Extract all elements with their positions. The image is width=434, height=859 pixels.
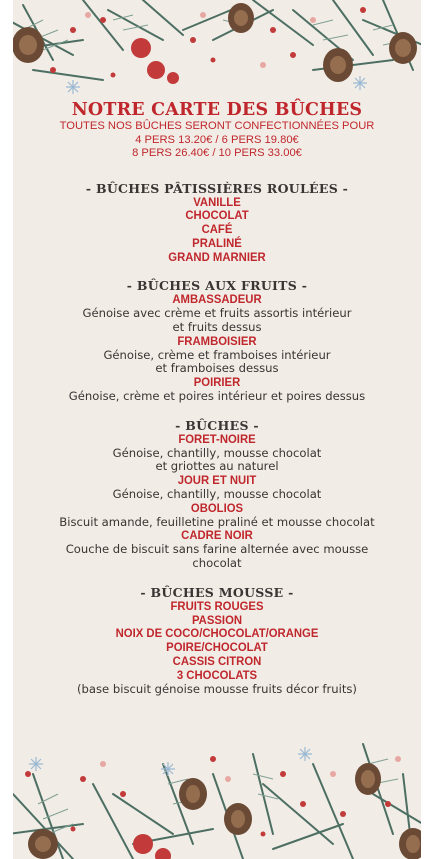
item-name: GRAND MARNIER: [168, 249, 266, 264]
section-title: - BÛCHES MOUSSE -: [140, 584, 294, 600]
snowflake-icon: [66, 76, 367, 94]
snowflake-icon: [29, 747, 312, 776]
item-description: Génoise, chantilly, mousse chocolat: [112, 487, 322, 502]
item-description: Couche de biscuit sans farine alternée avec mousse: [65, 542, 369, 557]
item-name: FRAMBOISIER: [177, 333, 257, 348]
item-description: Génoise, crème et framboises intérieur: [103, 347, 331, 362]
section-title: - BÛCHES -: [175, 417, 259, 433]
pine-branch-icon: [13, 744, 421, 859]
item-description: et griottes au naturel: [155, 459, 279, 474]
item-description: et framboises dessus: [155, 361, 279, 376]
item-name: POIRIER: [193, 375, 241, 390]
item-name: CASSIS CITRON: [172, 654, 262, 669]
item-name: CADRE NOIR: [181, 528, 253, 543]
item-description: Biscuit amande, feuilletine praliné et mousse chocolat: [59, 514, 375, 529]
pricing-line: 8 PERS 26.40€ / 10 PERS 33.00€: [132, 147, 302, 159]
page-title: NOTRE CARTE DES BÛCHES: [71, 100, 363, 120]
section-title: - BÛCHES PÂTISSIÈRES ROULÉES -: [85, 180, 349, 196]
item-description: Génoise avec crème et fruits assortis intérieur: [82, 306, 352, 321]
item-name: POIRE/CHOCOLAT: [166, 640, 268, 655]
top-pine-garland: [13, 0, 421, 95]
bottom-pine-garland: [13, 734, 421, 859]
pinecone-icon: [13, 3, 417, 82]
pricing-line: TOUTES NOS BÛCHES SERONT CONFECTIONNÉES POUR: [59, 120, 375, 132]
item-name: AMBASSADEUR: [172, 292, 262, 307]
holly-berry-icon: [25, 756, 391, 859]
item-description: Génoise, chantilly, mousse chocolat: [112, 445, 322, 460]
pricing-line: 4 PERS 13.20€ / 6 PERS 19.80€: [135, 133, 299, 146]
item-name: NOIX DE COCO/CHOCOLAT/ORANGE: [115, 626, 319, 641]
item-name: OBOLIOS: [190, 500, 244, 515]
item-description: et fruits dessus: [172, 320, 262, 335]
item-name: FRUITS ROUGES: [170, 598, 264, 613]
item-name: PRALINÉ: [192, 235, 242, 250]
item-description: Génoise, crème et poires intérieur et poires dessus: [68, 389, 366, 404]
item-name: JOUR ET NUIT: [177, 473, 257, 488]
item-name: VANILLE: [193, 194, 241, 209]
menu-content: [13, 100, 421, 696]
section-title: - BÛCHES AUX FRUITS -: [126, 278, 308, 294]
item-name: FORET-NOIRE: [178, 431, 256, 446]
item-name: CAFÉ: [201, 222, 233, 237]
item-name: 3 CHOCOLATS: [176, 667, 258, 682]
item-description: chocolat: [192, 556, 242, 571]
menu-page: [13, 0, 421, 859]
item-name: CHOCOLAT: [185, 208, 249, 223]
item-name: PASSION: [191, 612, 243, 627]
item-description: (base biscuit génoise mousse fruits décor fruits): [77, 681, 357, 696]
pine-branch-icon: [13, 0, 421, 80]
